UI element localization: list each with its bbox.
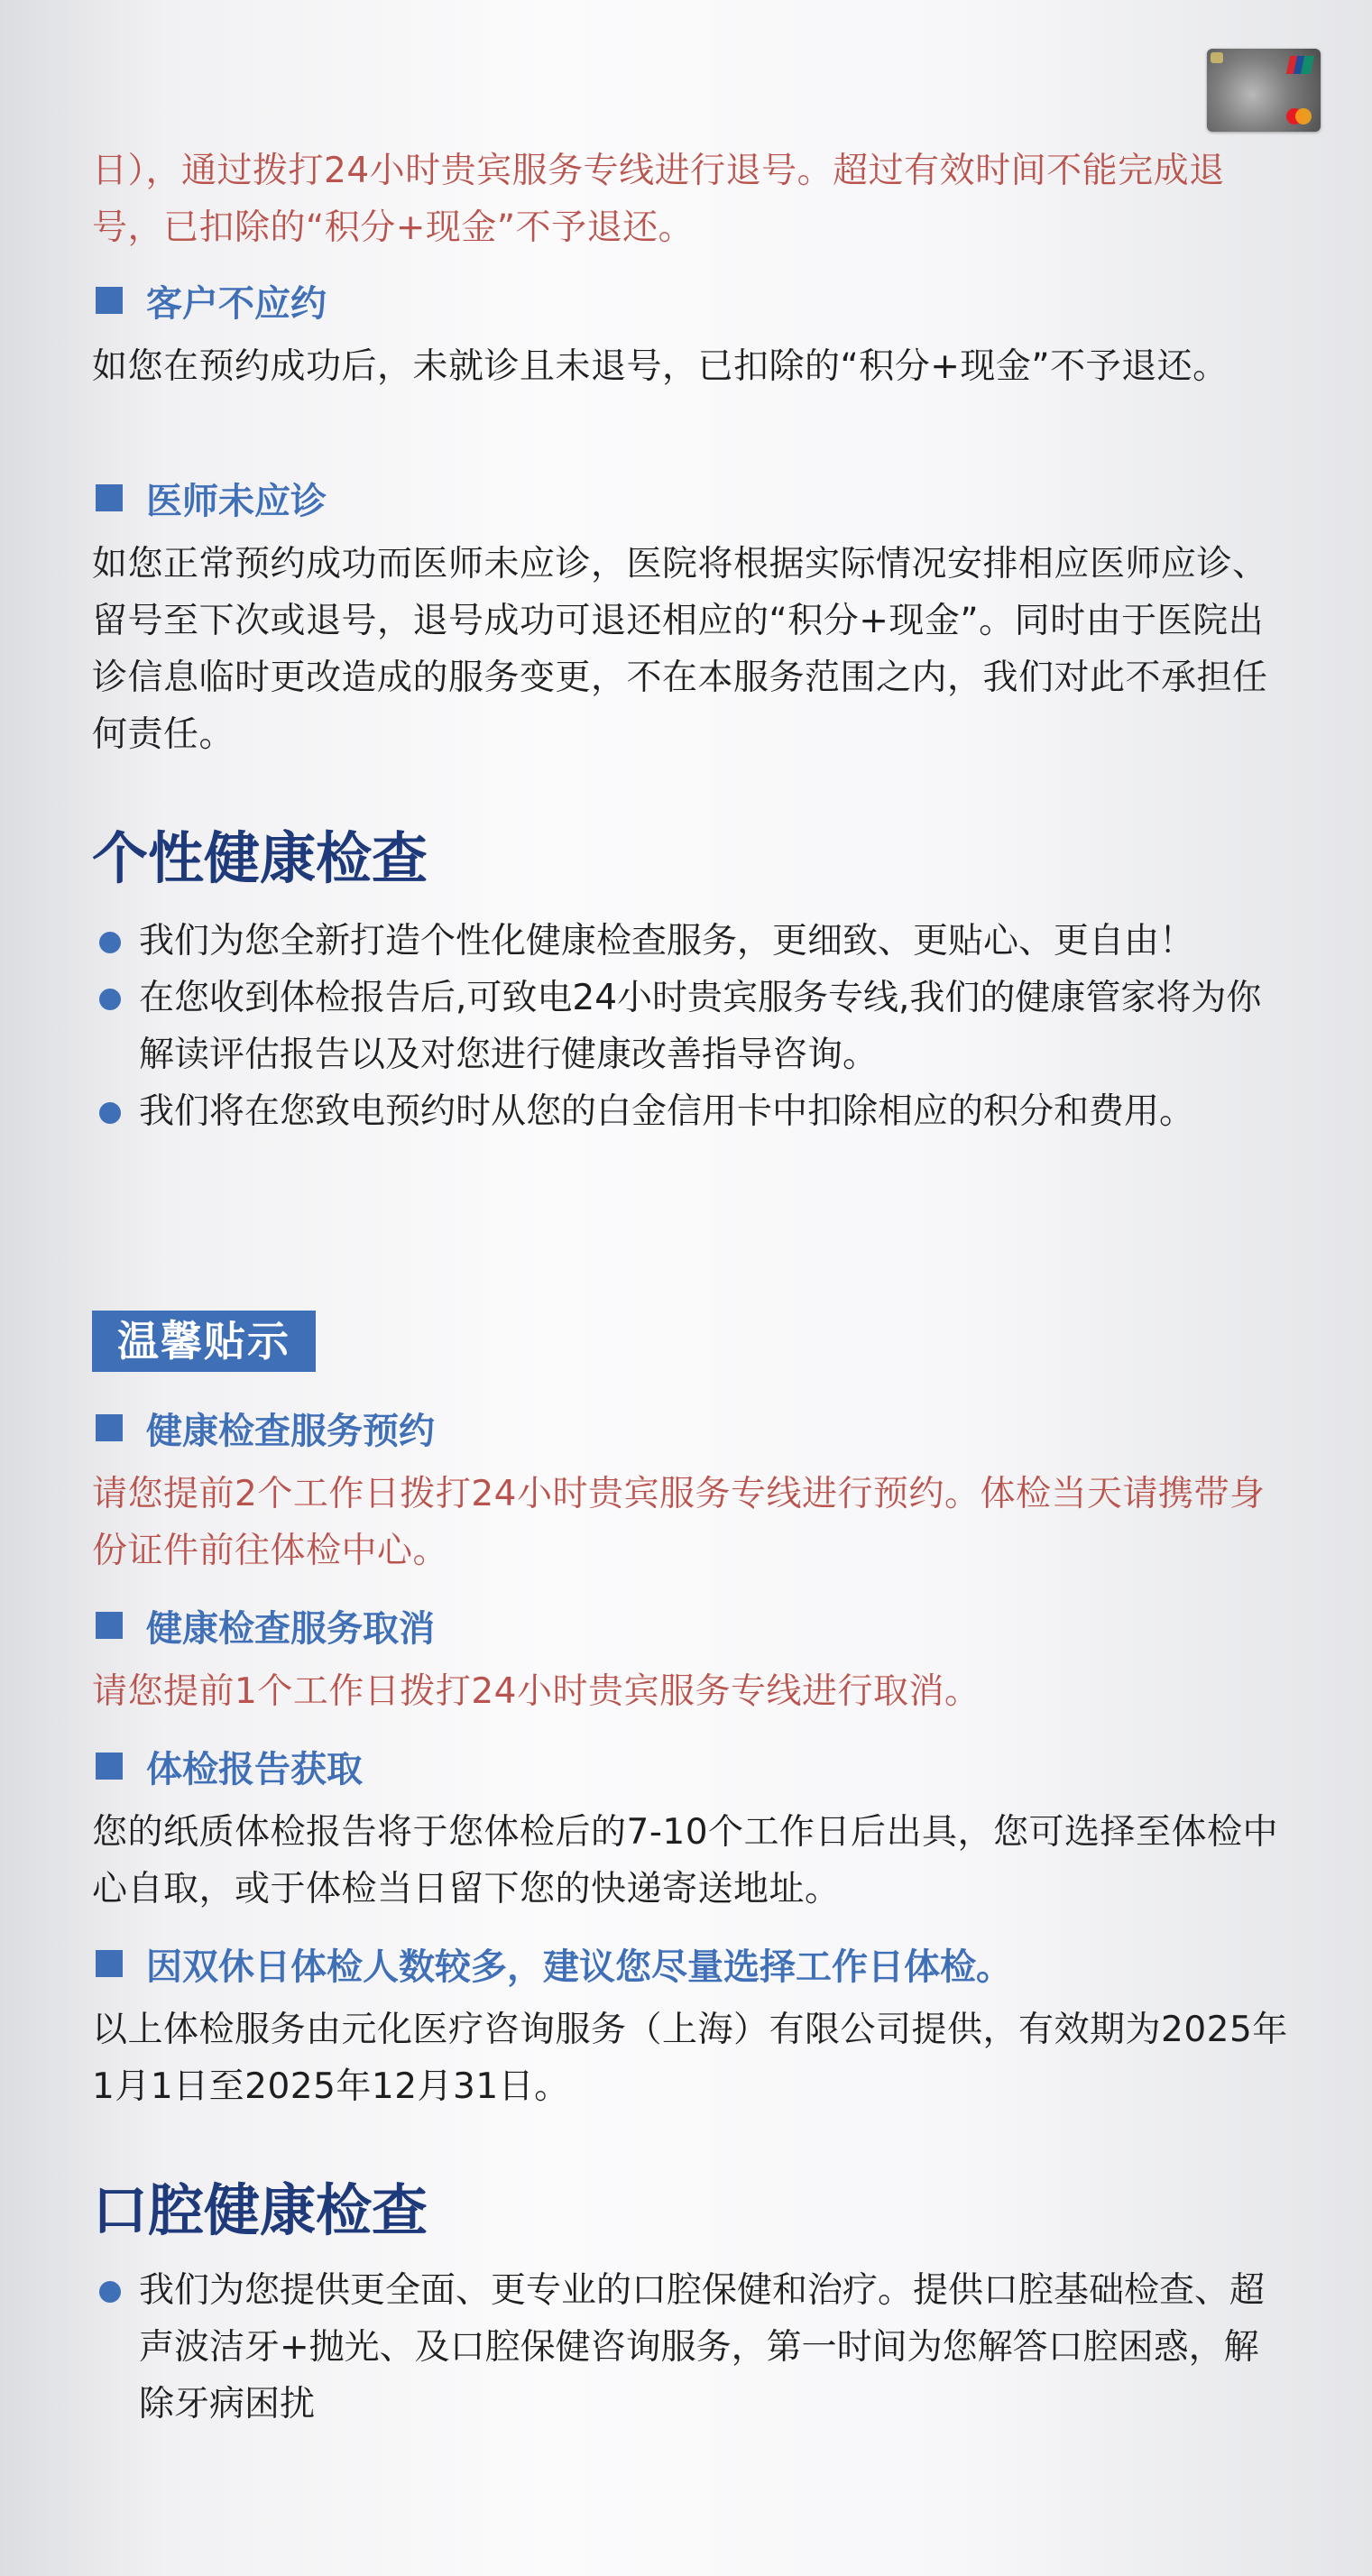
booking-heading-label: 健康检查服务预约 [146,1410,435,1452]
square-bullet-icon [96,1753,123,1780]
square-bullet-icon [96,1612,123,1639]
card-logo-mark [1211,52,1223,63]
doctor-absent-heading-label: 医师未应诊 [146,480,327,522]
no-show-heading-label: 客户不应约 [146,282,327,325]
square-bullet-icon [96,287,123,314]
booking-heading [92,1403,1292,1453]
unionpay-logo-icon [1288,56,1312,74]
cancel-heading [92,1600,1292,1651]
doctor-absent-heading [92,473,1292,523]
bullet-text: 我们为您提供更全面、更专业的口腔保健和治疗。提供口腔基础检查、超声波洁牙+抛光、及口腔保健咨询服务，第一时间为您解答口腔困惑，解除牙病困扰 [139,2270,1266,2424]
square-bullet-icon [96,484,123,511]
oral-check-bullets [92,2262,1292,2433]
report-text: 您的纸质体检报告将于您体检后的7-10个工作日后出具，您可选择至体检中心自取，或于体检当日留下您的快递寄送地址。 [92,1812,1279,1909]
bullet-dot-icon [99,2281,121,2303]
report-heading-label: 体检报告获取 [146,1748,363,1790]
bullet-dot-icon [99,1102,121,1124]
square-bullet-icon [96,1414,123,1441]
list-item [92,970,1292,1083]
mastercard-logo-icon [1285,108,1313,124]
bullet-dot-icon [99,932,121,953]
bullet-dot-icon [99,989,121,1010]
list-item [92,913,1292,970]
list-item [92,1083,1292,1140]
health-check-bullets [92,913,1292,1140]
bullet-text: 我们将在您致电预约时从您的白金信用卡中扣除相应的积分和费用。 [139,1091,1195,1132]
list-item [92,2262,1292,2433]
cancel-heading-label: 健康检查服务取消 [146,1607,435,1650]
credit-card-thumbnail [1207,49,1321,132]
square-bullet-icon [96,1950,123,1977]
tips-tag: 温馨贴示 [92,1311,316,1372]
bullet-text: 我们为您全新打造个性化健康检查服务，更细致、更贴心、更自由！ [139,921,1195,961]
weekend-heading [92,1938,1292,1989]
weekend-heading-label: 因双休日体检人数较多，建议您尽量选择工作日体检。 [146,1946,1012,1988]
doctor-absent-text: 如您正常预约成功而医师未应诊，医院将根据实际情况安排相应医师应诊、留号至下次或退号，退号成功可退还相应的“积分+现金”。同时由于医院出诊信息临时更改造成的服务变更，不在本服务范围之内，我们对此不承担任何责任。 [92,544,1268,755]
report-heading [92,1741,1292,1791]
refund-deadline-note: 日），通过拨打24小时贵宾服务专线进行退号。超过有效时间不能完成退号，已扣除的“积分+现金”不予退还。 [92,151,1225,248]
provider-validity-text: 以上体检服务由元化医疗咨询服务（上海）有限公司提供，有效期为2025年1月1日至2025年12月31日。 [92,2010,1288,2107]
tips-tag-row [92,1311,1292,1372]
no-show-heading [92,275,1292,326]
no-show-text: 如您在预约成功后，未就诊且未退号，已扣除的“积分+现金”不予退还。 [92,346,1229,387]
cancel-text: 请您提前1个工作日拨打24小时贵宾服务专线进行取消。 [92,1671,981,1712]
bullet-text: 在您收到体检报告后,可致电24小时贵宾服务专线,我们的健康管家将为你解读评估报告以及对您进行健康改善指导咨询。 [139,978,1262,1075]
health-check-title: 个性健康检查 [92,825,428,891]
booking-text: 请您提前2个工作日拨打24小时贵宾服务专线进行预约。体检当天请携带身份证件前往体检中心。 [92,1474,1266,1571]
oral-check-title: 口腔健康检查 [92,2177,428,2243]
